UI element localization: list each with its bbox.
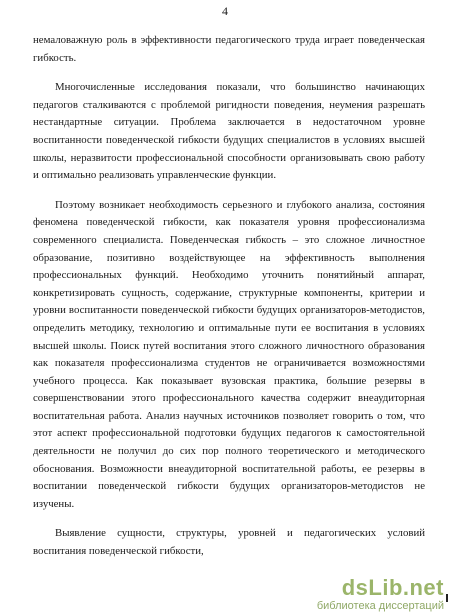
watermark-logo: dsLib.net xyxy=(341,575,444,600)
paragraph-3: Поэтому возникает необходимость серьезного и глубокого анализа, состояния феномена поведенческой гибкости, как показателя уровня профессионализма современного специалиста. Поведенческая гибкость – это сложное личностное образование, позитивно воздействующее на эффективность выполнения профессиональных функций. Необходимо уточнить понятийный аппарат, конкретизировать сущность, содержание, структурные компоненты, критерии и уровни воспитанности поведенческой гибкости будущих организаторов-методистов, определить методику, технологию и оптимальные пути ее воспитания в условиях высшей школы. Поиск путей воспитания этого сложного личностного образования как показателя профессионализма студентов не ограничивается возможностями учебного процесса. Как показывает вузовская практика, большие резервы в совершенствовании этого профессионального качества содержит внеаудиторная воспитательная работа. Анализ научных источников позволяет говорить о том, что этот аспект профессиональной подготовки будущих педагогов к самостоятельной деятельности не получил до сих пор полного теоретического и методического обоснования. Возможности внеаудиторной воспитательной работы, ее резервы в воспитании поведенческой гибкости будущих организаторов-методистов не изучены. xyxy=(33,198,425,510)
paragraph-1: немаловажную роль в эффективности педагогического труда играет поведенческая гибкость. xyxy=(33,34,425,64)
paragraph-2: Многочисленные исследования показали, что большинство начинающих педагогов сталкиваются с проблемой ригидности поведения, неумения разрешать нестандартные ситуации. Проблема заключается в недостаточном уровне воспитанности поведенческой гибкости будущих специалистов в условиях высшей школы, неразвитости профессиональной способности организовывать свою работу и оптимально реализовать управленческие функции. xyxy=(33,81,425,182)
document-body xyxy=(33,32,425,561)
page-edge-mark xyxy=(446,594,448,602)
paragraph-4: Выявление сущности, структуры, уровней и педагогических условий воспитания поведенческой гибкости, xyxy=(33,527,425,558)
watermark-subtitle: библиотека диссертаций xyxy=(316,600,444,612)
site-watermark xyxy=(317,577,444,612)
page-number: 4 xyxy=(222,4,228,18)
